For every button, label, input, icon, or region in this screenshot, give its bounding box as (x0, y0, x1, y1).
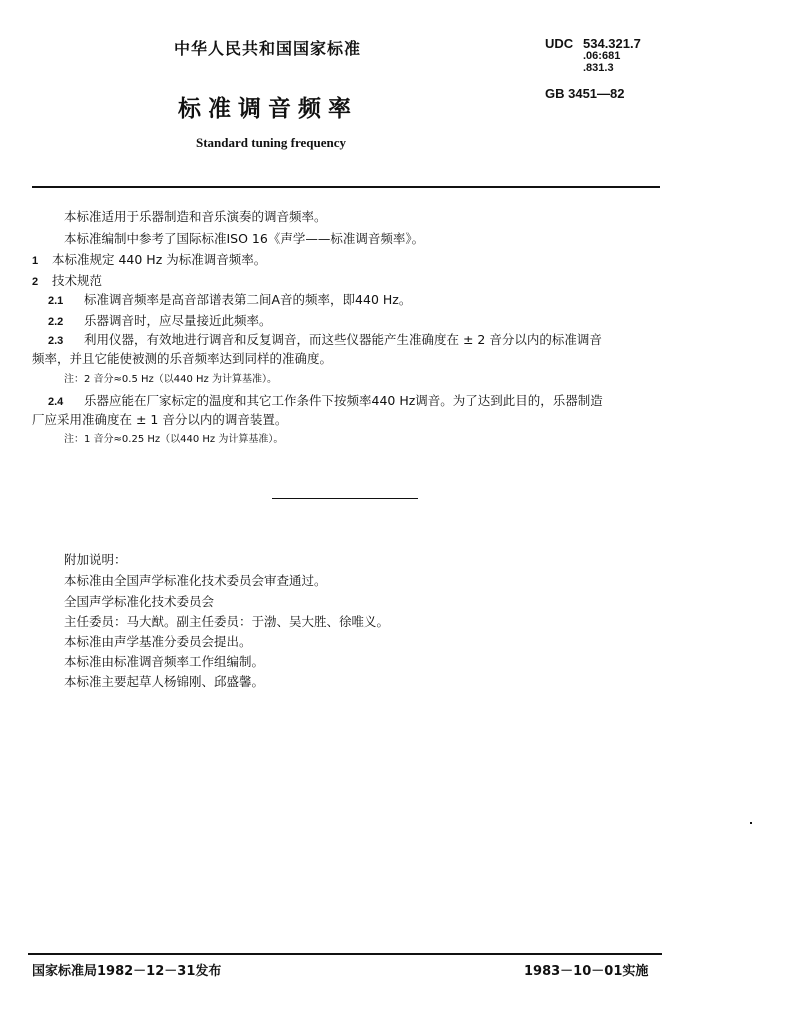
udc-line: .831.3 (583, 62, 614, 74)
clause-text: 技术规范 (52, 273, 103, 288)
udc-label: UDC (545, 36, 574, 51)
clause-1 (32, 252, 266, 269)
clause-2-1 (48, 292, 411, 309)
clause-text-continued: 频率，并且它能使被测的乐音频率达到同样的准确度。 (32, 351, 333, 366)
intro-paragraph: 本标准适用于乐器制造和音乐演奏的调音频率。 (64, 209, 327, 224)
standard-code: GB 3451—82 (545, 86, 625, 101)
clause-2-4 (48, 393, 603, 410)
clause-number: 2.1 (48, 295, 64, 307)
clause-number: 1 (32, 255, 39, 267)
footer-divider (28, 953, 662, 955)
clause-text: 乐器应能在厂家标定的温度和其它工作条件下按频率440 Hz调音。为了达到此目的，乐器制造 (84, 393, 603, 408)
end-of-text-rule (272, 498, 418, 499)
clause-text: 本标准规定 440 Hz 为标准调音频率。 (52, 252, 267, 267)
clause-text: 利用仪器，有效地进行调音和反复调音，而这些仪器能产生准确度在 ± 2 音分以内的标准调音 (84, 332, 602, 347)
appendix-line: 本标准由全国声学标准化技术委员会审查通过。 (64, 573, 327, 588)
document-subtitle-english: Standard tuning frequency (196, 135, 347, 150)
clause-text: 标准调音频率是高音部谱表第二间A音的频率，即440 Hz。 (84, 292, 412, 307)
appendix-line: 主任委员：马大猷。副主任委员：于渤、吴大胜、徐唯义。 (64, 614, 390, 629)
appendix-line: 本标准主要起草人杨锦刚、邱盛馨。 (64, 674, 265, 689)
udc-line: .06:681 (583, 50, 621, 62)
issuing-country-heading: 中华人民共和国国家标准 (174, 39, 362, 58)
appendix-line: 本标准由声学基准分委员会提出。 (64, 634, 252, 649)
clause-number: 2 (32, 276, 39, 288)
clause-2-2 (48, 313, 272, 330)
udc-classification (545, 38, 641, 74)
clause-number: 2.3 (48, 335, 64, 347)
appendix-line: 全国声学标准化技术委员会 (64, 594, 215, 609)
clause-text: 乐器调音时，应尽量接近此频率。 (84, 313, 272, 328)
scan-speck (750, 822, 752, 824)
effective-date: 1983－10－01实施 (524, 964, 649, 979)
header-divider (32, 186, 660, 188)
clause-2 (32, 273, 102, 290)
clause-2-3 (48, 332, 602, 349)
clause-number: 2.4 (48, 396, 64, 408)
intro-paragraph: 本标准编制中参考了国际标准ISO 16《声学——标准调音频率》。 (64, 231, 425, 246)
issue-date: 国家标准局1982－12－31发布 (32, 964, 222, 979)
clause-text-continued: 厂应采用准确度在 ± 1 音分以内的调音装置。 (32, 412, 288, 427)
clause-note: 注：2 音分≈0.5 Hz（以440 Hz 为计算基准）。 (64, 374, 277, 385)
document-title: 标准调音频率 (178, 96, 358, 122)
clause-note: 注：1 音分≈0.25 Hz（以440 Hz 为计算基准）。 (64, 434, 284, 445)
appendix-heading: 附加说明： (64, 552, 127, 567)
udc-line: 534.321.7 (583, 36, 641, 51)
clause-number: 2.2 (48, 316, 64, 328)
appendix-line: 本标准由标准调音频率工作组编制。 (64, 654, 265, 669)
